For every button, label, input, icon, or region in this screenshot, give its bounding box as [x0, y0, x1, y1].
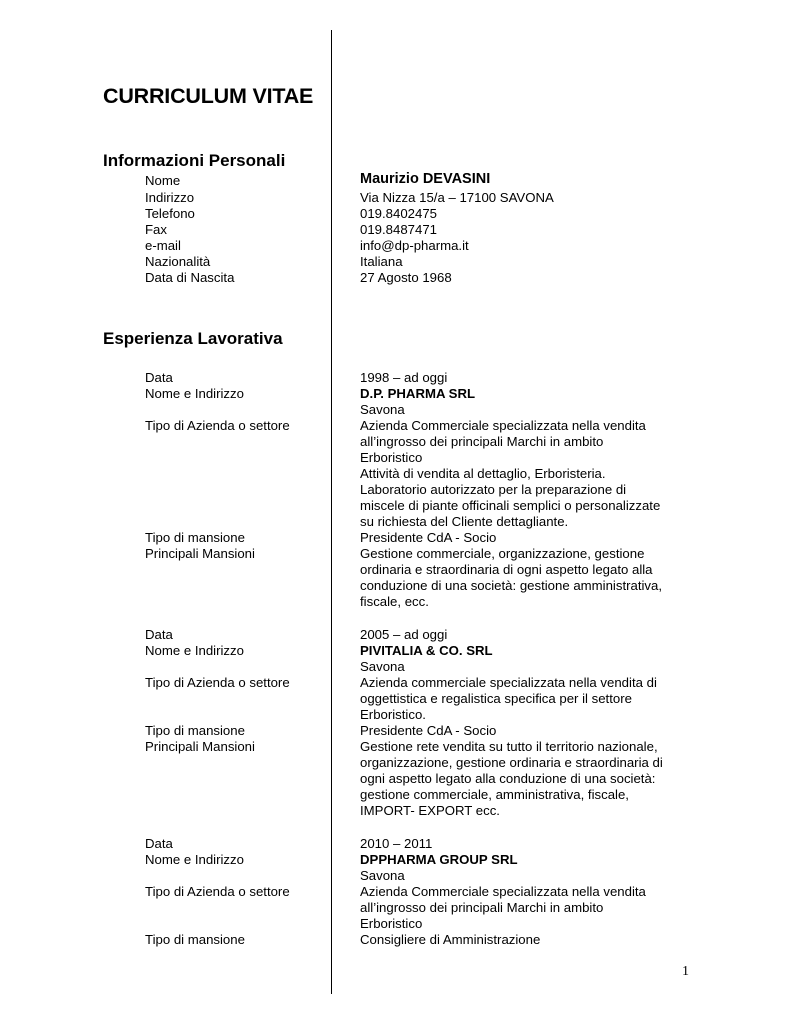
- fax-label: Fax: [145, 222, 167, 237]
- job2-duties-label: Principali Mansioni: [145, 739, 255, 754]
- birth-label: Data di Nascita: [145, 270, 235, 285]
- job1-duties-line: fiscale, ecc.: [360, 594, 429, 609]
- job3-sector-label: Tipo di Azienda o settore: [145, 884, 290, 899]
- job1-sector-line: Erboristico: [360, 450, 423, 465]
- job1-sector-line: Laboratorio autorizzato per la preparazione di: [360, 482, 627, 497]
- address-value: Via Nizza 15/a – 17100 SAVONA: [360, 190, 554, 205]
- job2-sector-label: Tipo di Azienda o settore: [145, 675, 290, 690]
- job1-duties-line: conduzione di una società: gestione amministrativa,: [360, 578, 663, 593]
- job1-sector-line: miscele di piante officinali semplici o personalizzate: [360, 498, 661, 513]
- nationality-label: Nazionalità: [145, 254, 211, 269]
- name-value: Maurizio DEVASINI: [360, 171, 491, 187]
- email-value[interactable]: info@dp-pharma.it: [360, 238, 469, 253]
- job1-sector-label: Tipo di Azienda o settore: [145, 418, 290, 433]
- job1-sector-line: all’ingrosso dei principali Marchi in ambito: [360, 434, 604, 449]
- page-number: 1: [682, 964, 689, 979]
- document-title: CURRICULUM VITAE: [103, 84, 314, 108]
- fax-value: 019.8487471: [360, 222, 438, 237]
- phone-value: 019.8402475: [360, 206, 438, 221]
- job1-name-address-label: Nome e Indirizzo: [145, 386, 244, 401]
- job1-role-label: Tipo di mansione: [145, 530, 245, 545]
- job2-duties-line: ogni aspetto legato alla conduzione di una società:: [360, 771, 656, 786]
- nationality-value: Italiana: [360, 254, 403, 269]
- job2-date-label: Data: [145, 627, 173, 642]
- job2-sector-line: Erboristico.: [360, 707, 426, 722]
- job1-duties-line: Gestione commerciale, organizzazione, gestione: [360, 546, 645, 561]
- email-label: e-mail: [145, 238, 181, 253]
- job3-date-label: Data: [145, 836, 173, 851]
- column-divider: [331, 30, 332, 994]
- job3-sector-line: all’ingrosso dei principali Marchi in ambito: [360, 900, 604, 915]
- job1-date: 1998 – ad oggi: [360, 370, 448, 385]
- job3-sector-line: Azienda Commerciale specializzata nella vendita: [360, 884, 646, 899]
- section-title-experience: Esperienza Lavorativa: [103, 329, 283, 348]
- job3-role-label: Tipo di mansione: [145, 932, 245, 947]
- address-label: Indirizzo: [145, 190, 195, 205]
- job2-sector-line: Azienda commerciale specializzata nella vendita di: [360, 675, 657, 690]
- job1-sector-line: su richiesta del Cliente dettagliante.: [360, 514, 569, 529]
- job2-duties-line: IMPORT- EXPORT ecc.: [360, 803, 500, 818]
- phone-label: Telefono: [145, 206, 195, 221]
- job2-date: 2005 – ad oggi: [360, 627, 448, 642]
- job1-city: Savona: [360, 402, 405, 417]
- job2-name-address-label: Nome e Indirizzo: [145, 643, 244, 658]
- job3-date: 2010 – 2011: [360, 836, 433, 851]
- job2-duties-line: Gestione rete vendita su tutto il territorio nazionale,: [360, 739, 658, 754]
- birth-value: 27 Agosto 1968: [360, 270, 452, 285]
- job3-role: Consigliere di Amministrazione: [360, 932, 541, 947]
- job3-city: Savona: [360, 868, 405, 883]
- section-title-personal: Informazioni Personali: [103, 151, 286, 170]
- job3-sector-line: Erboristico: [360, 916, 423, 931]
- job2-company: PIVITALIA & CO. SRL: [360, 643, 493, 658]
- job1-sector-line: Azienda Commerciale specializzata nella vendita: [360, 418, 646, 433]
- job2-city: Savona: [360, 659, 405, 674]
- job1-sector-line: Attività di vendita al dettaglio, Erboristeria.: [360, 466, 606, 481]
- job2-role: Presidente CdA - Socio: [360, 723, 497, 738]
- job1-company: D.P. PHARMA SRL: [360, 386, 476, 401]
- job1-date-label: Data: [145, 370, 173, 385]
- job3-name-address-label: Nome e Indirizzo: [145, 852, 244, 867]
- job3-company: DPPHARMA GROUP SRL: [360, 852, 518, 867]
- job2-sector-line: oggettistica e regalistica specifica per il settore: [360, 691, 632, 706]
- name-label: Nome: [145, 173, 181, 188]
- job1-duties-label: Principali Mansioni: [145, 546, 255, 561]
- job2-duties-line: organizzazione, gestione ordinaria e straordinaria di: [360, 755, 663, 770]
- job2-role-label: Tipo di mansione: [145, 723, 245, 738]
- job1-duties-line: ordinaria e straordinaria di ogni aspetto legato alla: [360, 562, 653, 577]
- job2-duties-line: gestione commerciale, amministrativa, fiscale,: [360, 787, 629, 802]
- job1-role: Presidente CdA - Socio: [360, 530, 497, 545]
